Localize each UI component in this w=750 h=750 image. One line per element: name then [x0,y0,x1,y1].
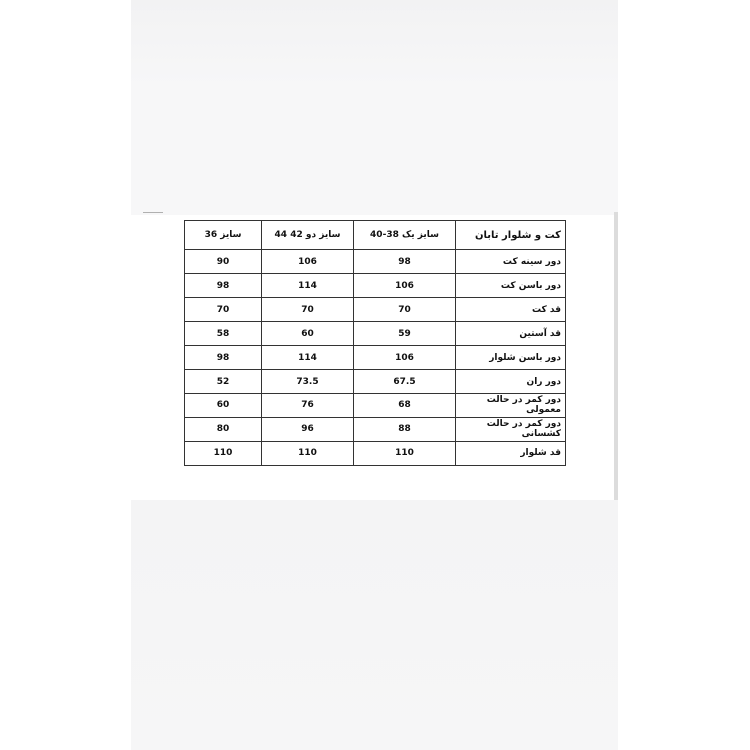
table-row [185,441,566,465]
row-label: قد شلوار [456,441,566,465]
column-header: سایز 36 [185,221,262,250]
table-cell: 76 [262,394,354,418]
table-cell: 90 [185,250,262,274]
table-row [185,274,566,298]
row-label: دور باسن شلوار [456,346,566,370]
table-cell: 73.5 [262,370,354,394]
table-cell: 68 [354,394,456,418]
table-cell: 98 [354,250,456,274]
bottom-blank-area [131,500,618,750]
top-blank-area [131,0,618,215]
row-label: قد آستین [456,322,566,346]
table-row [185,394,566,418]
table-cell: 60 [262,322,354,346]
table-title: کت و شلوار تابان [456,221,566,250]
table-cell: 70 [354,298,456,322]
table-cell: 80 [185,417,262,441]
table-header-row [185,221,566,250]
table-cell: 106 [354,274,456,298]
column-header: سایز دو 42 44 [262,221,354,250]
table-cell: 110 [262,441,354,465]
table-cell: 60 [185,394,262,418]
divider-mark [143,212,163,213]
row-label: قد کت [456,298,566,322]
table-cell: 110 [185,441,262,465]
row-label: دور باسن کت [456,274,566,298]
column-header: سایز یک 38-40 [354,221,456,250]
table-cell: 96 [262,417,354,441]
table-cell: 70 [185,298,262,322]
scrollbar-edge [614,212,618,502]
table-row [185,322,566,346]
table-row [185,417,566,441]
row-label: دور کمر در حالت کشسانی [456,417,566,441]
table-cell: 52 [185,370,262,394]
table-cell: 106 [262,250,354,274]
table-cell: 88 [354,417,456,441]
row-label: دور سینه کت [456,250,566,274]
table-cell: 58 [185,322,262,346]
table-cell: 98 [185,274,262,298]
table-cell: 114 [262,274,354,298]
row-label: دور ران [456,370,566,394]
table-row [185,346,566,370]
size-chart-table [184,220,566,466]
table-row [185,370,566,394]
table-row [185,298,566,322]
table-cell: 114 [262,346,354,370]
table-cell: 106 [354,346,456,370]
table-cell: 67.5 [354,370,456,394]
table-cell: 70 [262,298,354,322]
table-cell: 59 [354,322,456,346]
table-cell: 98 [185,346,262,370]
table-cell: 110 [354,441,456,465]
table-row [185,250,566,274]
row-label: دور کمر در حالت معمولی [456,394,566,418]
